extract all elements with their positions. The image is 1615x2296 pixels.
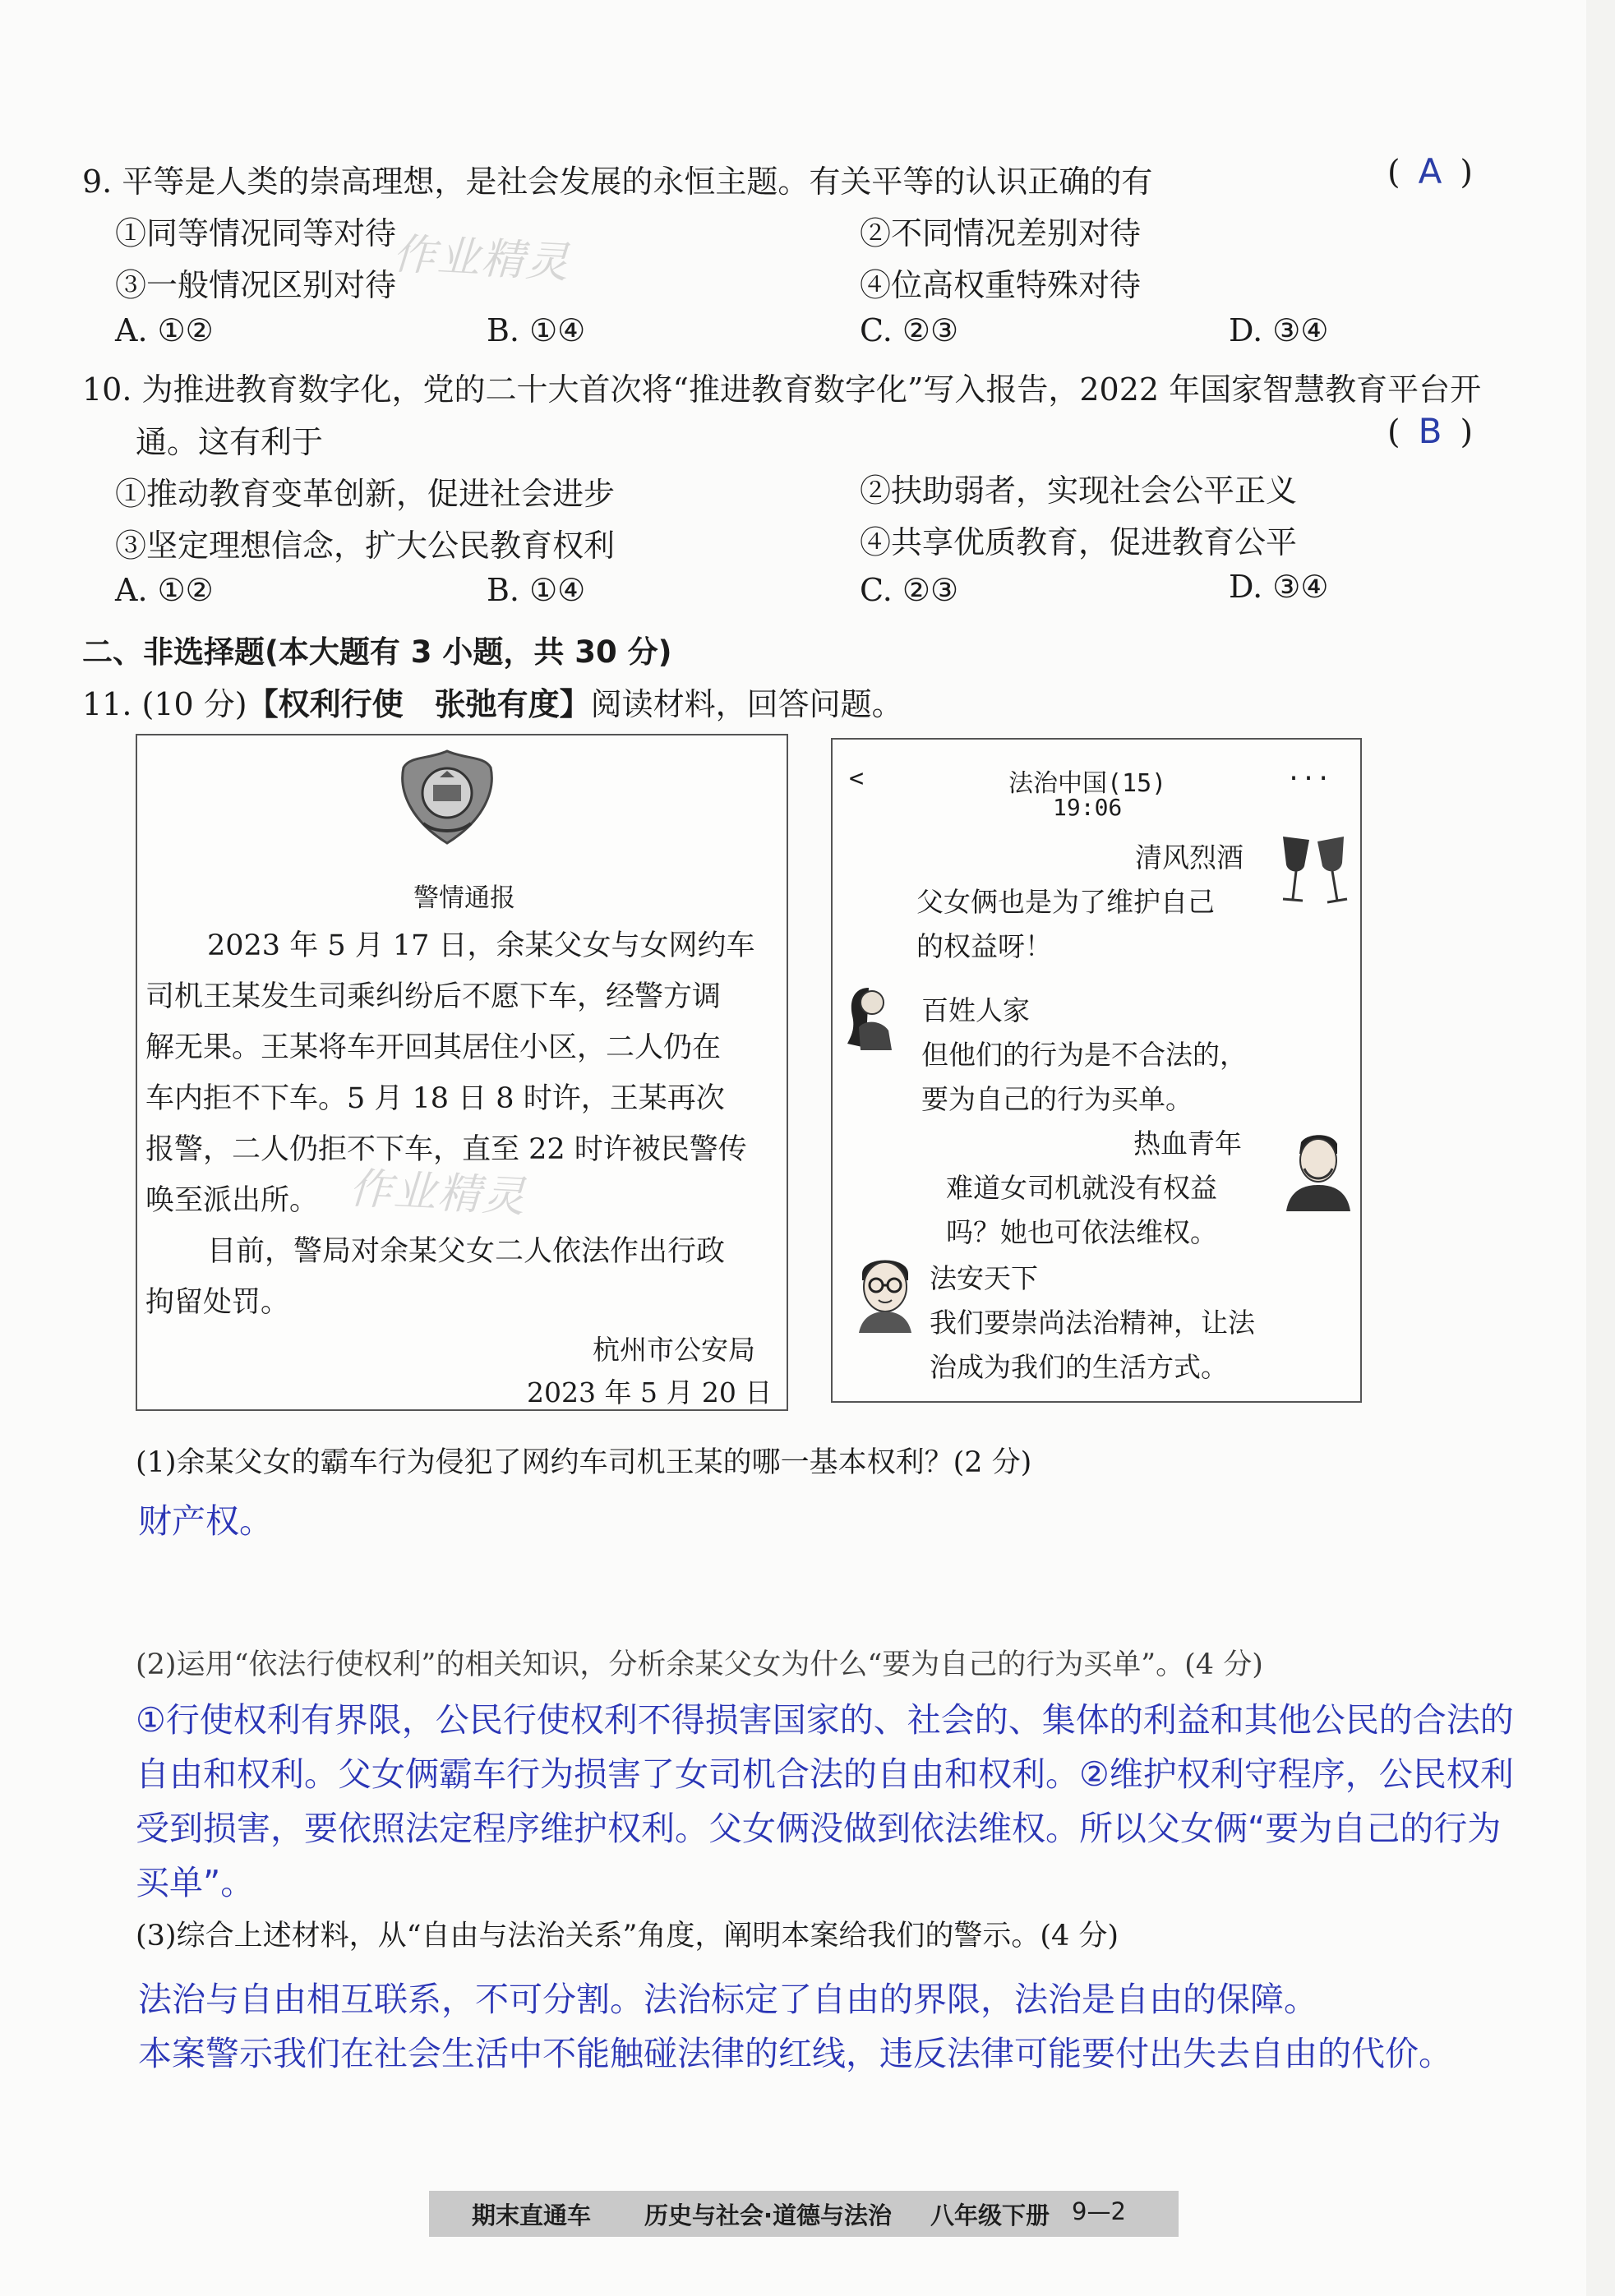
chat-message-line: 吗？她也可依法维权。 [946,1216,1217,1248]
police-report-box [136,734,788,1411]
q9-option-1: ①同等情况同等对待 [115,215,397,251]
report-signature: 杭州市公安局 [593,1334,755,1366]
q10-choice-d: D. ③④ [1229,569,1329,605]
q9-choice-b: B. ①④ [487,312,586,348]
report-date: 2023 年 5 月 20 日 [527,1376,773,1408]
sub3-answer-rest: 本案警示我们在社会生活中不能触碰法律的红线，违反法律可能要付出失去自由的代价。 [138,2034,1452,2073]
report-title: 警情通报 [413,883,515,913]
footer-grade: 八年级下册 [930,2201,1050,2229]
sub1-question: (1)余某父女的霸车行为侵犯了网约车司机王某的哪一基本权利？(2 分) [136,1446,1032,1479]
q9-choice-d: D. ③④ [1229,312,1329,348]
sub2-question: (2)运用“依法行使权利”的相关知识，分析余某父女为什么“要为自己的行为买单”。(4 分) [136,1648,1263,1681]
chat-message-line: 要为自己的行为买单。 [921,1083,1193,1115]
sub3-answer-line1: 法治与自由相互联系，不可分割。法治标定了自由的界限，法治是自由的保障。 [138,1980,1317,2019]
q11-tag: 【权利行使 张弛有度】 [247,686,591,722]
q10-answer-letter: B [1418,411,1442,451]
chat-more-icon[interactable]: ... [1286,758,1331,786]
report-line: 2023 年 5 月 17 日，余某父女与女网约车 [207,929,755,962]
chat-sender: 百姓人家 [921,994,1030,1026]
chat-time: 19:06 [1053,794,1123,821]
chat-title: 法治中国(15) [1008,769,1167,798]
chat-back-icon[interactable]: < [849,764,865,793]
chat-message-line: 难道女司机就没有权益 [946,1172,1217,1204]
report-line: 唤至派出所。 [145,1184,319,1217]
sub3-question: (3)综合上述材料，从“自由与法治关系”角度，阐明本案给我们的警示。(4 分) [136,1920,1119,1953]
q10-option-1: ①推动教育变革创新，促进社会进步 [115,476,616,512]
wine-glasses-icon [1276,830,1350,912]
q10-stem-line1: 10. 为推进教育数字化，党的二十大首次将“推进教育数字化”写入报告，2022 年国家智慧教育平台开 [82,371,1482,408]
footer-subject: 历史与社会·道德与法治 [644,2201,893,2229]
q10-stem-line2: 通。这有利于 [136,424,324,460]
chat-message-line: 我们要崇尚法治精神，让法 [930,1307,1255,1339]
q10-choice-b: B. ①④ [487,572,586,608]
avatar-woman-icon [844,983,897,1052]
report-line: 拘留处罚。 [145,1286,290,1319]
chat-message-line: 父女俩也是为了维护自己 [916,886,1215,918]
q9-option-3: ③一般情况区别对待 [115,267,397,303]
police-badge-icon [399,748,496,846]
watermark-mid: 作业精灵 [348,1164,528,1223]
q10-option-2: ②扶助弱者，实现社会公平正义 [860,473,1298,509]
q10-option-4: ④共享优质教育，促进教育公平 [860,524,1298,560]
chat-sender: 法安天下 [930,1262,1038,1294]
chat-sender: 清风烈酒 [1135,841,1244,874]
q9-answer-letter: A [1418,151,1442,191]
footer-page-number: 9—2 [1072,2197,1126,2225]
sub2-answer: ①行使权利有界限，公民行使权利不得损害国家的、社会的、集体的利益和其他公民的合法的自由和权利。父女俩霸车行为损害了女司机合法的自由和权利。②维护权利守程序，公民权利受到损害，要依照法定程序维护权利。父女俩没做到依法维权。所以父女俩“要为自己的行为买单”。 [136,1700,1514,1902]
q10-option-3: ③坚定理想信念，扩大公民教育权利 [115,528,616,564]
footer-book: 期末直通车 [472,2201,592,2229]
report-line: 报警，二人仍拒不下车，直至 22 时许被民警传 [145,1133,747,1166]
chat-sender: 热血青年 [1133,1127,1242,1160]
q11-prefix: 11. (10 分) [82,686,247,722]
q9-option-4: ④位高权重特殊对待 [860,267,1142,303]
report-line: 解无果。王某将车开回其居住小区，二人仍在 [145,1031,722,1064]
q9-option-2: ②不同情况差别对待 [860,215,1142,251]
report-line: 车内拒不下车。5 月 18 日 8 时许，王某再次 [145,1082,725,1115]
sub1-answer: 财产权。 [138,1501,273,1541]
avatar-young-man-icon [1280,1129,1355,1211]
q10-choice-a: A. ①② [115,572,214,608]
footer-bar [429,2191,1179,2237]
chat-message-line: 治成为我们的生活方式。 [930,1351,1228,1383]
watermark-top: 作业精灵 [391,229,572,288]
q9-choice-a: A. ①② [115,312,214,348]
report-line: 目前，警局对余某父女二人依法作出行政 [207,1235,726,1268]
q9-choice-c: C. ②③ [860,312,959,348]
q9-stem: 9. 平等是人类的崇高理想，是社会发展的永恒主题。有关平等的认识正确的有 [82,164,1153,200]
chat-message-line: 的权益呀！ [916,930,1052,962]
q11-suffix: 阅读材料，回答问题。 [590,686,903,722]
q9-answer: ( A ) [1387,151,1473,191]
q10-answer: ( B ) [1387,411,1474,451]
avatar-man-glasses-icon [851,1251,920,1333]
report-line: 司机王某发生司乘纠纷后不愿下车，经警方调 [145,980,722,1013]
q10-choice-c: C. ②③ [860,572,959,608]
q11-heading [82,679,903,724]
section-heading: 二、非选择题(本大题有 3 小题，共 30 分) [82,634,672,670]
chat-box [831,738,1362,1403]
chat-message-line: 但他们的行为是不合法的， [921,1039,1247,1071]
